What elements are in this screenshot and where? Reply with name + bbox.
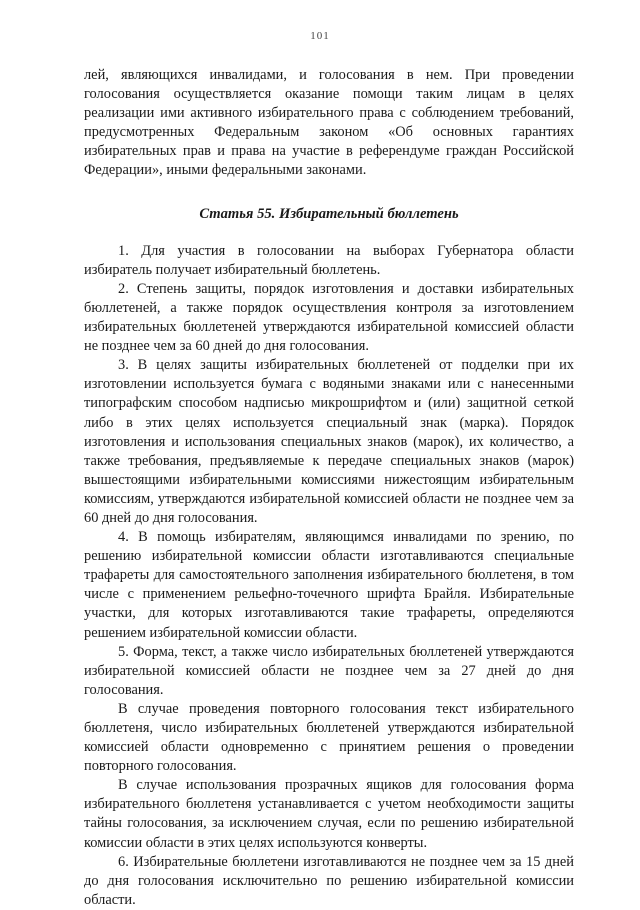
paragraph-5-repeat-vote: В случае проведения повторного голосования текст избирательного бюллетеня, число избирательных бюллетеней утверждаются избирательной комиссией области одновременно с принятием решения о проведении повторного голосования.: [84, 700, 574, 775]
paragraph-2: 2. Степень защиты, порядок изготовления и доставки избирательных бюллетеней, а также порядок осуществления контроля за изготовлением избирательных бюллетеней утверждаются избирательной комиссией области не позднее чем за 60 дней до дня голосования.: [84, 280, 574, 355]
page-number: 101: [310, 30, 330, 42]
paragraph-4: 4. В помощь избирателям, являющимся инвалидами по зрению, по решению избирательной комиссии области изготавливаются специальные трафареты для самостоятельного заполнения избирательного бюллетеня, в том числе с применением рельефно-точечного шрифта Брайля. Избирательные участки, для которых изготавливаются такие трафареты, определяются решением избирательной комиссии области.: [84, 529, 574, 641]
document-body: [84, 66, 574, 910]
intro-paragraph: лей, являющихся инвалидами, и голосования в нем. При проведении голосования осуществляется оказание помощи таким лицам в целях реализации ими активного избирательного права с соблюдением требований, предусмотренных Федеральным законом «Об основных гарантиях избирательных прав и права на участие в референдуме граждан Российской Федерации», иными федеральными законами.: [84, 67, 574, 179]
article-title: Статья 55. Избирательный бюллетень: [199, 205, 459, 222]
paragraph-6: 6. Избирательные бюллетени изготавливаются не позднее чем за 15 дней до дня голосования исключительно по решению избирательной комиссии области.: [84, 853, 574, 908]
paragraph-1: 1. Для участия в голосовании на выборах Губернатора области избиратель получает избирательный бюллетень.: [84, 242, 574, 278]
paragraph-5: 5. Форма, текст, а также число избирательных бюллетеней утверждаются избирательной комиссией области не позднее чем за 27 дней до дня голосования.: [84, 643, 574, 698]
paragraph-5-transparent-boxes: В случае использования прозрачных ящиков для голосования форма избирательного бюллетеня устанавливается с учетом необходимости защиты тайны голосования, за исключением случая, если по решению избирательной комиссии области в этих целях используются конверты.: [84, 777, 574, 851]
paragraph-3: 3. В целях защиты избирательных бюллетеней от подделки при их изготовлении используется бумага с водяными знаками или с нанесенными типографским способом надписью микрошрифтом и (или) защитной сеткой либо в этих целях используется специальный знак (марка). Порядок изготовления и использования специальных знаков (марок), их количество, а также требования, предъявляемые к передаче специальных знаков (марок) вышестоящими избирательными комиссиями нижестоящим избирательным комиссиям, утверждаются избирательной комиссией области не позднее чем за 60 дней до дня голосования.: [84, 357, 574, 526]
